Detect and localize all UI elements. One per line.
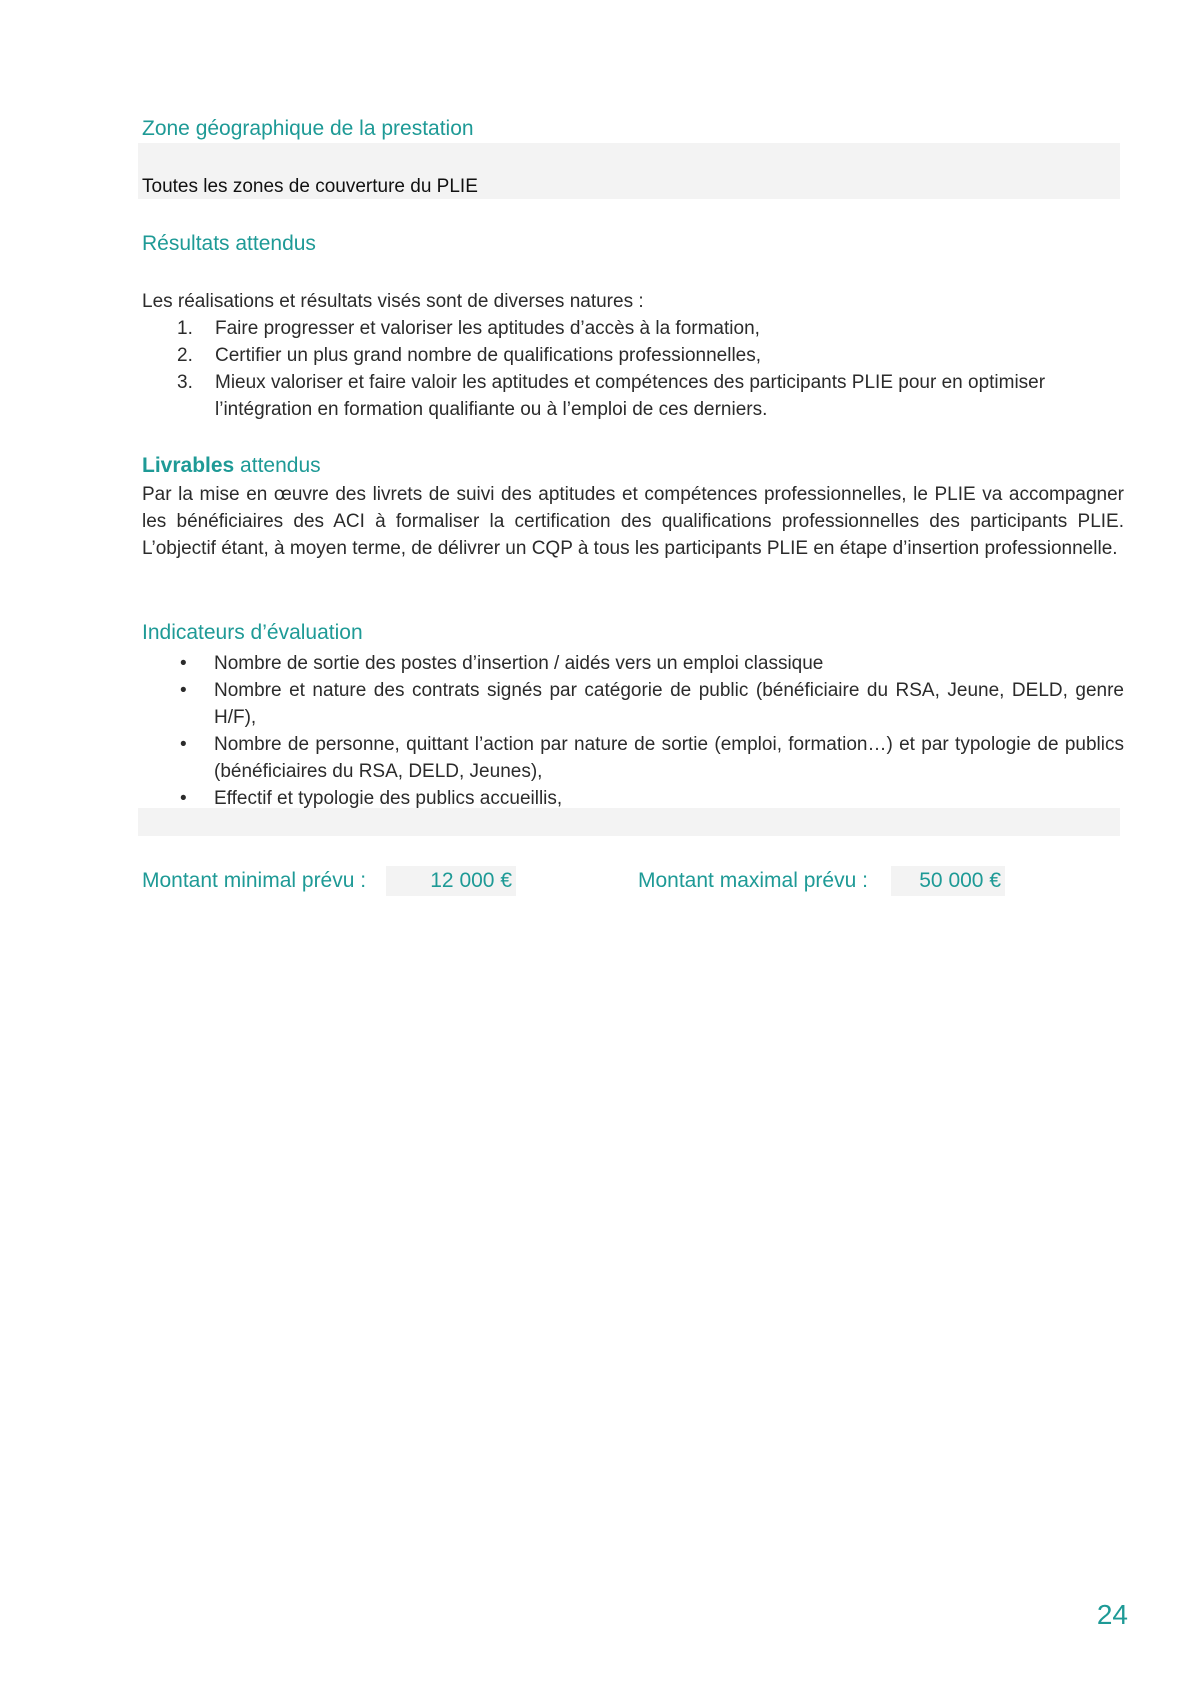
indicator-item: [142, 677, 1124, 731]
results-item-number: 1.: [177, 318, 193, 339]
indicator-item-text: Effectif et typologie des publics accueillis,: [214, 788, 563, 809]
deliverables-paragraph: Par la mise en œuvre des livrets de suivi des aptitudes et compétences professionnelles, le PLIE va accompagner les bénéficiaires des ACI à formaliser la certification des qualifications professionnelles des participants PLIE. L’objectif étant, à moyen terme, de délivrer un CQP à tous les participants PLIE en étape d’insertion professionnelle.: [142, 484, 1124, 559]
indicator-item: [142, 650, 1124, 677]
indicator-item-text: Nombre de personne, quittant l’action par nature de sortie (emploi, formation…) et par typologie de publics (bénéficiaires du RSA, DELD, Jeunes),: [214, 734, 1124, 782]
indicator-item-text: Nombre et nature des contrats signés par catégorie de public (bénéficiaire du RSA, Jeune, DELD, genre H/F),: [214, 680, 1124, 728]
indicator-item-text: Nombre de sortie des postes d’insertion / aidés vers un emploi classique: [214, 653, 824, 674]
indicators-heading: Indicateurs d’évaluation: [142, 621, 363, 644]
results-item-text: Certifier un plus grand nombre de qualifications professionnelles,: [215, 345, 762, 366]
results-item: [142, 369, 1142, 423]
page-number: 24: [1096, 1599, 1128, 1630]
bullet-icon: •: [180, 680, 187, 701]
bullet-icon: •: [180, 653, 187, 674]
results-item: [142, 315, 1142, 342]
min-amount-label: Montant minimal prévu :: [142, 869, 367, 892]
bullet-icon: •: [180, 734, 187, 755]
bullet-icon: •: [180, 788, 187, 809]
indicators-shaded-box: [138, 808, 1120, 836]
results-heading: Résultats attendus: [142, 232, 316, 255]
deliverables-heading: [142, 452, 321, 480]
zone-heading: Zone géographique de la prestation: [142, 117, 474, 140]
deliverables-heading-bold: Livrables: [142, 454, 235, 477]
max-amount-label: Montant maximal prévu :: [638, 869, 868, 892]
indicator-item: [142, 731, 1124, 785]
results-list: [142, 315, 1142, 423]
results-item: [142, 342, 1142, 369]
indicators-list: [142, 650, 1124, 812]
results-item-number: 2.: [177, 345, 193, 366]
results-item-text: Faire progresser et valoriser les aptitudes d’accès à la formation,: [215, 318, 760, 339]
results-intro: Les réalisations et résultats visés sont de diverses natures :: [142, 291, 644, 312]
zone-text: Toutes les zones de couverture du PLIE: [142, 176, 478, 197]
min-amount-value: 12 000 €: [386, 866, 516, 896]
max-amount-value: 50 000 €: [891, 866, 1005, 896]
results-item-text: Mieux valoriser et faire valoir les aptitudes et compétences des participants PLIE pour en optimiser l’intégration en formation qualifiante ou à l’emploi de ces derniers.: [215, 372, 1046, 420]
deliverables-heading-rest: attendus: [234, 454, 321, 477]
results-item-number: 3.: [177, 372, 193, 393]
indicator-item: [142, 785, 1124, 812]
